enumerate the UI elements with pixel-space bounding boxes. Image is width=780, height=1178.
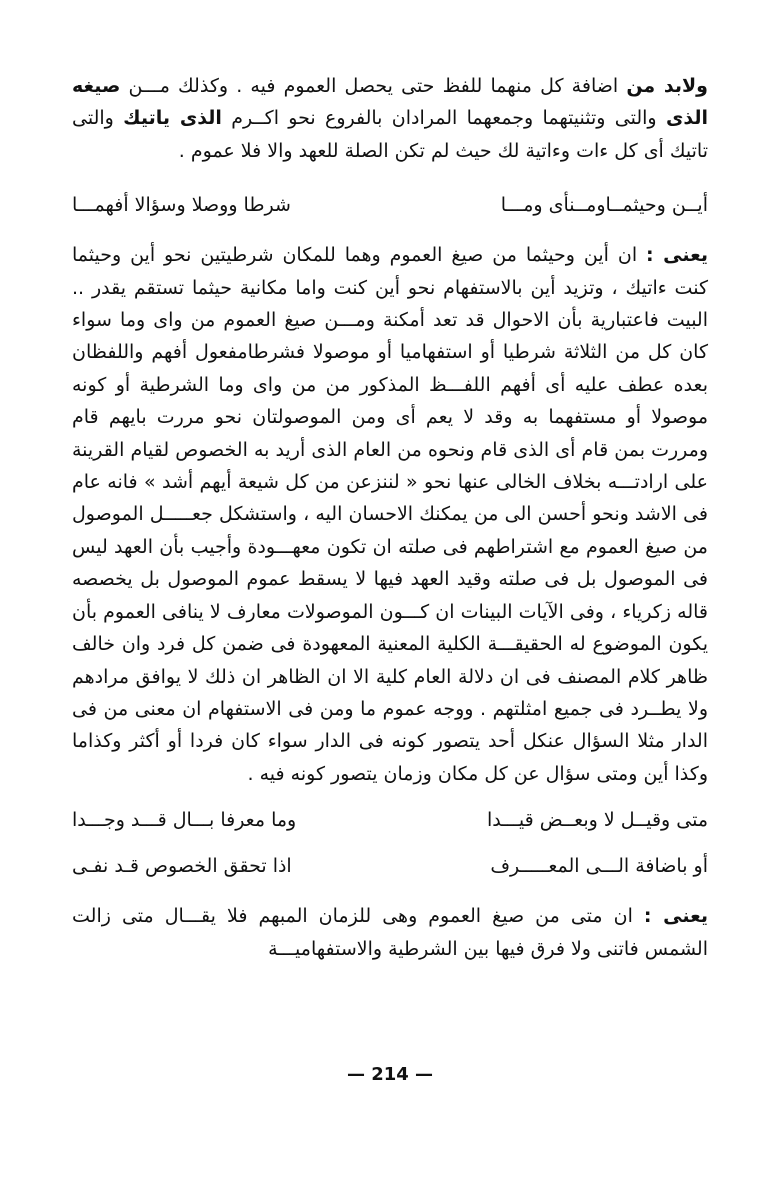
paragraph-2-text: ان أين وحيثما من صيغ العموم وهما للمكان شرطيتين نحو أين وحيثما كنت ءاتيك ، وتزيد أين بالاستفهام نحو أين كنت واما مكانية حيثما تستقم يقدر .. البيت فاعتبارية بأن الاحوال قد تعد أمكنة ومـــن صيغ العموم من واى وما سواء كان كل من الثلاثة شرطيا أو استفهاميا أو موصولا فشرطامفعول أفهم واللفظان بعده عطف عليه أى أفهم اللفـــظ المذكور من من واى وما الشرطية أو كونه موصولا أو مستفهما به وقد لا يعم أى ومن الموصولتان نحو مررت بايهم قام ومررت بمن قام أى الذى قام ونحوه من العام الذى أريد به الخصوص لقيام القرينة على ارادتـــه بخلاف الخالى عنها نحو « لننزعن من كل شيعة أيهم أشد » فانه عام فى الاشد ونحو أحسن الى من يمكنك الاحسان اليه ، واستشكل جعـــــل الموصول من صيغ العموم مع اشتراطهم فى صلته ان تكون معهـــودة وأجيب بأن العهد ليس فى الموصول بل فى صلته وقيد العهد فيها لا يسقط عموم الموصول بل يخصصه قاله زكرياء ، وفى الآيات البينات ان كـــون الموصولات معارف لا ينافى العموم بأن يكون الموضوع له الحقيقـــة الكلية المعنية المعهودة فى ضمن كل فرد وان خالف ظاهر كلام المصنف فى ان دلالة العام كلية الا ان الظاهر ان ذلك لا يوافق مرادهم ولا يطــرد فى جميع امثلتهم . ووجه عموم ما ومن فى الاستفهام ان معنى من فى الدار مثلا السؤال عنكل أحد يتصور كونه فى الدار سواء كان فردا أو أكثر وكذاما وكذا أين ومتى سؤال عن كل مكان وزمان يتصور كونه فيه . <box>72 244 708 785</box>
paragraph-3-lead: يعنى : <box>643 905 708 928</box>
paragraph-1-term-2: الذى ياتيك <box>123 107 222 130</box>
verse-2-second-hemistich: وما معرفا بـــال قـــد وجـــدا <box>72 809 297 832</box>
paragraph-2-lead: يعنى : <box>646 244 708 267</box>
verse-line-3 <box>72 850 708 882</box>
paragraph-1-text-3: والتى تاتيك أى كل ءات وءاتية لك حيث لم تكن الصلة للعهد والا فلا عموم . <box>72 107 708 162</box>
page-number: — 214 — <box>346 1064 434 1085</box>
verse-line-2 <box>72 804 708 836</box>
paragraph-3-text: ان متى من صيغ العموم وهى للزمان المبهم فلا يقـــال متى زالت الشمس فاتنى ولا فرق فيها بين الشرطية والاستفهاميـــة <box>72 905 708 960</box>
verse-3-first-hemistich: أو باضافة الـــى المعـــــرف <box>490 855 708 878</box>
verse-2-first-hemistich: متى وقيــل لا وبعــض قيـــدا <box>486 809 708 832</box>
page-body <box>72 70 708 965</box>
verse-1-second-hemistich: شرطا ووصلا وسؤالا أفهمـــا <box>72 194 291 217</box>
paragraph-1 <box>72 70 708 167</box>
paragraph-1-term-1: صيغه الذى <box>72 75 708 130</box>
paragraph-3 <box>72 900 708 965</box>
verse-3-second-hemistich: اذا تحقق الخصوص قـد نفـى <box>72 855 292 878</box>
paragraph-1-text: اضافة كل منهما للفظ حتى يحصل العموم فيه . وكذلك مـــن <box>120 75 627 97</box>
paragraph-2 <box>72 239 708 790</box>
verse-1-first-hemistich: أيــن وحيثمــاومــنأى ومـــا <box>500 194 708 217</box>
paragraph-1-lead: ولابد من <box>626 75 708 97</box>
paragraph-1-text-2: والتى وتثنيتهما وجمعهما المرادان بالفروع نحو اكــرم <box>221 107 666 130</box>
verse-line-1 <box>72 189 708 221</box>
